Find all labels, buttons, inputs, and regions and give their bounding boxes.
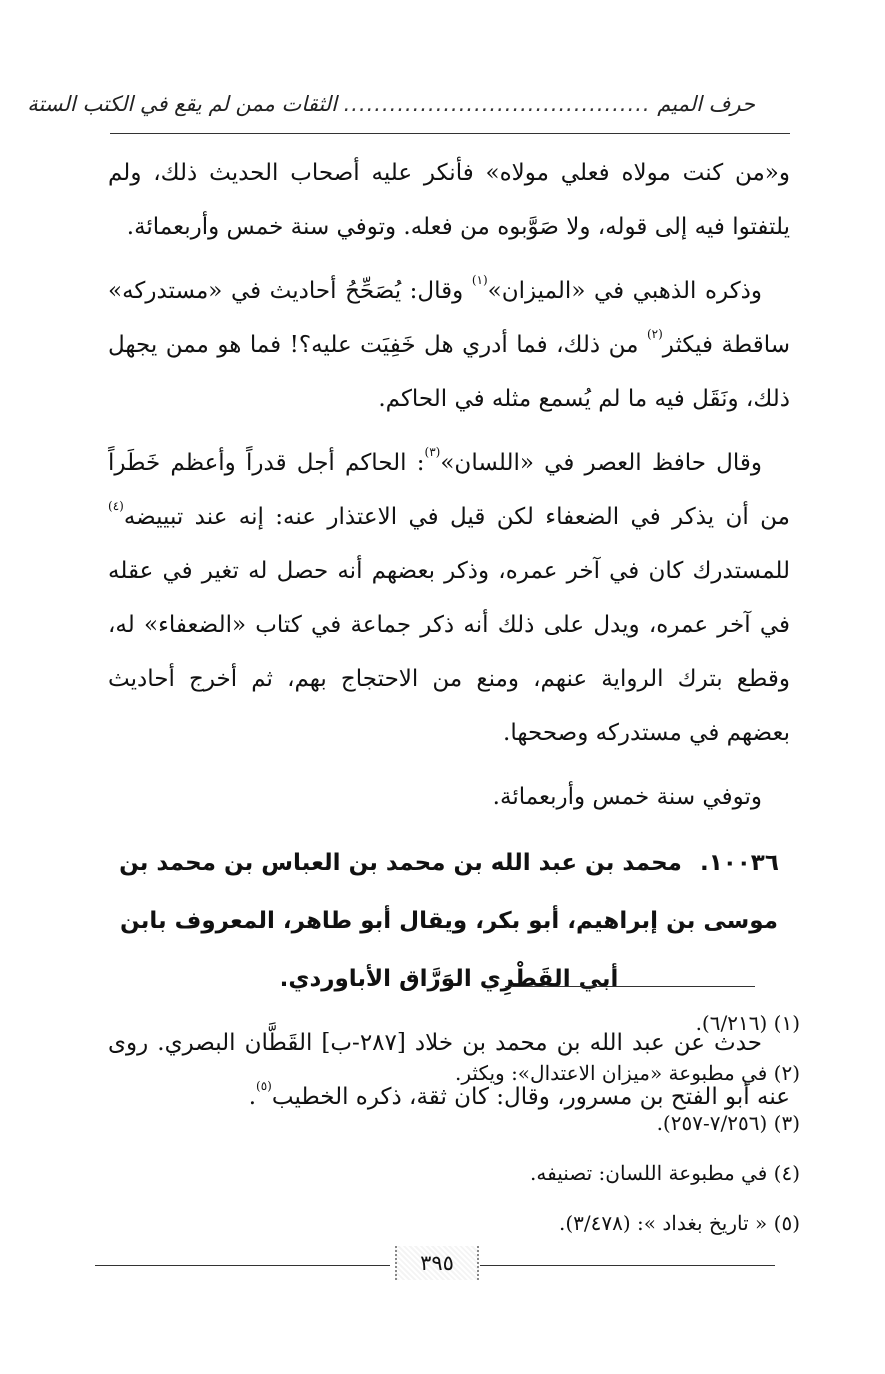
paragraph-2 bbox=[108, 264, 790, 426]
footer-rule-left bbox=[95, 1265, 390, 1266]
entry-title: محمد بن عبد الله بن محمد بن العباس بن محمد بن موسى بن إبراهيم، أبو بكر، ويقال أبو طاهر، المعروف بابن أبي القَطْرِي الوَرَّاق الأباوردي. bbox=[119, 850, 778, 992]
header-rule bbox=[110, 133, 790, 134]
header-dots: ........................................ bbox=[343, 92, 651, 116]
footnote-separator bbox=[505, 986, 755, 987]
footnote-1: (١) (٦/٢١٦). bbox=[695, 1011, 800, 1035]
paragraph-1: و«من كنت مولاه فعلي مولاه» فأنكر عليه أصحاب الحديث ذلك، ولم يلتفتوا فيه إلى قوله، ولا صَوَّبوه من فعله. وتوفي سنة خمس وأربعمائة. bbox=[108, 160, 790, 240]
header-book-title: الثقات ممن لم يقع في الكتب الستة bbox=[27, 92, 337, 116]
paragraph-2-part-c: من ذلك، فما أدري هل خَفِيَت عليه؟! فما هو ممن يجهل ذلك، ونَقَل فيه ما لم يُسمع مثله في الحاكم. bbox=[108, 332, 790, 412]
footnote-ref-4: (٤) bbox=[108, 499, 124, 513]
footnote-ref-3: (٣) bbox=[424, 445, 441, 459]
entry-number: ١٠٠٣٦. bbox=[699, 850, 779, 876]
paragraph-2-part-b: وقال: يُصَحِّحُ أحاديث في «مستدركه» ساقطة فيكثر bbox=[108, 278, 790, 358]
footnote-ref-1: (١) bbox=[471, 273, 488, 287]
page-footer bbox=[95, 1252, 775, 1282]
page-number: ٣٩٥ bbox=[395, 1246, 479, 1280]
paragraph-3-part-a: وقال حافظ العصر في «اللسان» bbox=[440, 450, 762, 476]
paragraph-3 bbox=[108, 436, 790, 760]
paragraph-3-part-c: للمستدرك كان في آخر عمره، وذكر بعضهم أنه حصل له تغير في عقله في آخر عمره، ويدل على ذلك أنه ذكر جماعة في كتاب «الضعفاء» له، وقطع بترك الرواية عنهم، ومنع من الاحتجاج بهم، ثم أخرج أحاديث بعضهم في مستدركه وصححها. bbox=[108, 558, 790, 746]
footnote-4: (٤) في مطبوعة اللسان: تصنيفه. bbox=[530, 1161, 800, 1185]
paragraph-5-part-b: . bbox=[248, 1084, 257, 1110]
paragraph-3-part-b: : الحاكم أجل قدراً وأعظم خَطَراً من أن يذكر في الضعفاء لكن قيل في الاعتذار عنه: إنه عند تبييضه bbox=[108, 450, 790, 530]
header-section-title: حرف الميم bbox=[657, 92, 755, 116]
running-header bbox=[27, 92, 755, 132]
paragraph-4: وتوفي سنة خمس وأربعمائة. bbox=[492, 784, 762, 810]
paragraph-2-part-a: وذكره الذهبي في «الميزان» bbox=[487, 278, 762, 304]
footer-rule-right bbox=[480, 1265, 775, 1266]
footnote-5: (٥) « تاريخ بغداد »: (٣/٤٧٨). bbox=[558, 1211, 800, 1235]
footnote-2: (٢) في مطبوعة «ميزان الاعتدال»: ويكثر. bbox=[455, 1061, 800, 1085]
footnote-3: (٣) (٧/٢٥٦-٢٥٧). bbox=[656, 1111, 800, 1135]
footnote-ref-2: (٢) bbox=[646, 327, 663, 341]
footnotes bbox=[300, 998, 800, 1248]
paragraph-5-part-a: حدث عن عبد الله بن محمد بن خلاد [٢٨٧-ب] القَطَّان البصري. روى عنه أبو الفتح بن مسرور، وقال: كان ثقة، ذكره الخطيب bbox=[108, 1030, 790, 1110]
footnote-ref-5: (٥) bbox=[256, 1079, 272, 1093]
entry-heading bbox=[108, 834, 790, 1008]
